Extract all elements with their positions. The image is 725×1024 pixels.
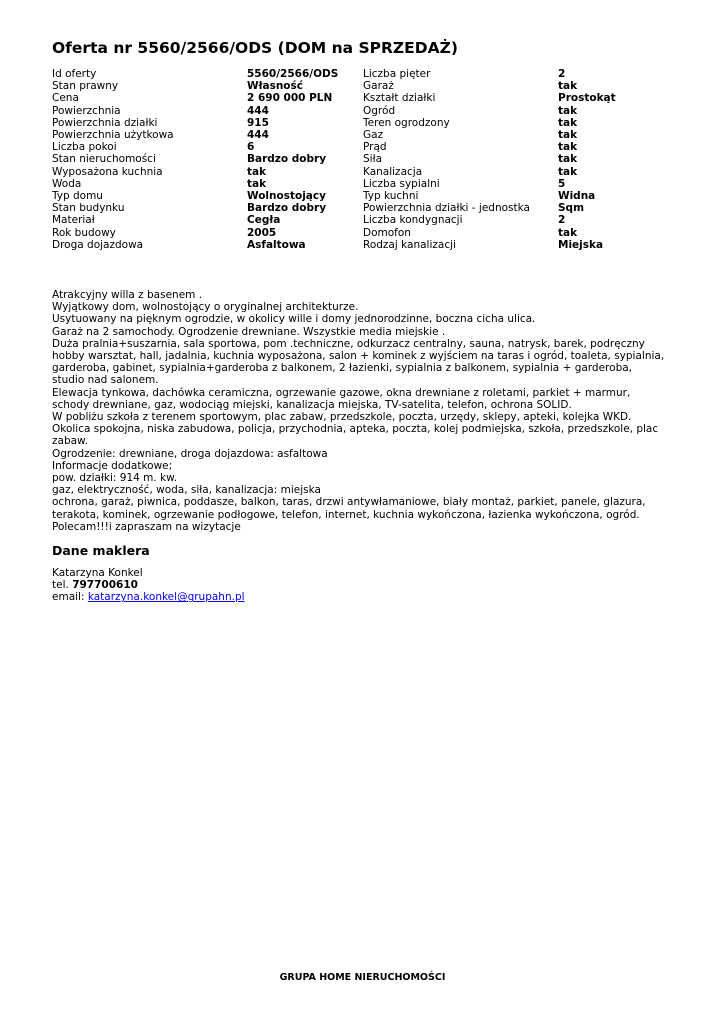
detail-label: Stan budynku — [52, 202, 125, 215]
description-line: pow. działki: 914 m. kw. — [52, 472, 178, 485]
detail-value: Prostokąt — [558, 92, 616, 105]
description-line: Elewacja tynkowa, dachówka ceramiczna, ogrzewanie gazowe, okna drewniane z roletami, parkiet + marmur, schody drewniane, gaz, wodociąg miejski, kanalizacja miejska, TV-satelita, telefon, ochrona SOLID. — [52, 386, 631, 411]
detail-value: Widna — [558, 190, 596, 203]
description-line: W pobliżu szkoła z terenem sportowym, plac zabaw, przedszkole, poczta, urzędy, sklepy, apteki, kolejka WKD. — [52, 411, 632, 424]
description-line: Informacje dodatkowe; — [52, 459, 173, 472]
agent-phone-line — [52, 579, 245, 591]
detail-label: Ogród — [363, 104, 396, 117]
agent-heading: Dane maklera — [52, 543, 150, 558]
detail-value: 5 — [558, 177, 566, 190]
detail-value: 2 — [558, 214, 566, 227]
detail-label: Kształt działki — [363, 92, 436, 105]
detail-value: Asfaltowa — [247, 238, 306, 251]
detail-value: Cegła — [247, 214, 281, 227]
detail-label: Garaż — [363, 80, 394, 93]
detail-label: Rodzaj kanalizacji — [363, 238, 456, 251]
offer-details-table — [52, 68, 672, 251]
detail-value: tak — [558, 165, 578, 178]
detail-value: Wolnostojący — [247, 190, 326, 203]
detail-label: Stan nieruchomości — [52, 153, 156, 166]
details-row — [52, 214, 672, 226]
detail-label: Powierzchnia działki — [52, 116, 158, 129]
detail-label: Id oferty — [52, 68, 97, 80]
detail-label: Woda — [52, 177, 82, 190]
details-row — [52, 117, 672, 129]
description-line: Atrakcyjny willa z basenem . — [52, 289, 203, 301]
description-line: gaz, elektryczność, woda, siła, kanalizacja: miejska — [52, 484, 321, 497]
detail-value: tak — [558, 129, 578, 142]
description-line: Okolica spokojna, niska zabudowa, policja, przychodnia, apteka, poczta, kolej podmiejska, szkoła, przedszkole, plac zabaw. — [52, 423, 659, 448]
details-row — [52, 129, 672, 141]
detail-label: Powierzchnia działki - jednostka — [363, 202, 530, 215]
detail-value: 444 — [247, 104, 269, 117]
detail-label: Prąd — [363, 141, 387, 154]
detail-value: tak — [558, 141, 578, 154]
detail-value: 2 690 000 PLN — [247, 92, 333, 105]
detail-value: tak — [558, 104, 578, 117]
detail-label: Liczba pokoi — [52, 141, 117, 154]
description-line: Polecam!!!i zapraszam na wizytacje — [52, 520, 241, 533]
details-row — [52, 141, 672, 153]
details-row — [52, 227, 672, 239]
description-line: Duża pralnia+suszarnia, sala sportowa, pom .techniczne, odkurzacz centralny, sauna, natrysk, barek, podręczny hobby warsztat, hall, jadalnia, kuchnia wyposażona, salon + kominek z wyjściem na taras i ogród, toaleta, sypialnia, garderoba, gabinet, sypialnia+garderoba z balkonem, 2 łazienki, sypialnia z balkonem, sypialnia + garderoba, studio nad salonem. — [52, 337, 665, 387]
detail-value: tak — [247, 177, 267, 190]
description-line: Usytuowany na pięknym ogrodzie, w okolicy wille i domy jednorodzinne, boczna cicha ulica. — [52, 313, 536, 326]
details-row — [52, 166, 672, 178]
details-row — [52, 202, 672, 214]
detail-label: Kanalizacja — [363, 165, 423, 178]
detail-label: Gaz — [363, 129, 384, 142]
detail-value: tak — [558, 80, 578, 93]
detail-value: 2 — [558, 68, 566, 80]
detail-label: Liczba sypialni — [363, 177, 440, 190]
details-row — [52, 190, 672, 202]
detail-value: tak — [247, 165, 267, 178]
email-label: email: — [52, 591, 85, 604]
detail-value: tak — [558, 116, 578, 129]
detail-label: Cena — [52, 92, 79, 105]
details-row — [52, 80, 672, 92]
detail-label: Liczba kondygnacji — [363, 214, 463, 227]
detail-value: 5560/2566/ODS — [247, 68, 339, 80]
detail-label: Wyposażona kuchnia — [52, 165, 163, 178]
detail-value: 2005 — [247, 226, 277, 239]
offer-description — [52, 289, 667, 533]
detail-label: Teren ogrodzony — [363, 116, 450, 129]
detail-value: tak — [558, 153, 578, 166]
detail-value: Bardzo dobry — [247, 202, 327, 215]
description-line: ochrona, garaż, piwnica, poddasze, balkon, taras, drzwi antywłamaniowe, biały montaż, parkiet, panele, glazura, terakota, kominek, ogrzewanie podłogowe, telefon, internet, kuchnia wykończona, łazienka wykończona, ogród. — [52, 496, 646, 521]
details-row — [52, 92, 672, 104]
agent-name: Katarzyna Konkel — [52, 567, 143, 579]
detail-label: Liczba pięter — [363, 68, 431, 80]
details-row — [52, 68, 672, 80]
description-line: Garaż na 2 samochody. Ogrodzenie drewniane. Wszystkie media miejskie . — [52, 325, 446, 338]
detail-label: Domofon — [363, 226, 411, 239]
detail-label: Siła — [363, 153, 383, 166]
description-line: Wyjątkowy dom, wolnostojący o oryginalnej architekturze. — [52, 301, 359, 314]
email-link[interactable]: katarzyna.konkel@grupahn.pl — [87, 591, 245, 604]
detail-value: Bardzo dobry — [247, 153, 327, 166]
detail-label: Droga dojazdowa — [52, 238, 144, 251]
detail-label: Rok budowy — [52, 226, 116, 239]
detail-value: 444 — [247, 129, 269, 142]
description-line: Ogrodzenie: drewniane, droga dojazdowa: asfaltowa — [52, 447, 328, 460]
detail-value: 915 — [247, 116, 269, 129]
page-title: Oferta nr 5560/2566/ODS (DOM na SPRZEDAŻ) — [52, 39, 458, 57]
detail-label: Materiał — [52, 214, 95, 227]
detail-value: Własność — [247, 80, 303, 93]
footer-company-name: GRUPA HOME NIERUCHOMOŚCI — [279, 972, 446, 983]
agent-contact — [52, 567, 245, 604]
details-row — [52, 239, 672, 251]
detail-value: Miejska — [558, 238, 604, 251]
details-row — [52, 178, 672, 190]
detail-label: Powierzchnia — [52, 104, 121, 117]
detail-label: Powierzchnia użytkowa — [52, 129, 174, 142]
detail-value: Sqm — [558, 202, 585, 215]
agent-email-line — [52, 591, 245, 603]
phone-label: tel. — [52, 579, 69, 592]
phone-number: 797700610 — [72, 579, 138, 592]
details-row — [52, 105, 672, 117]
detail-label: Stan prawny — [52, 80, 119, 93]
details-row — [52, 153, 672, 165]
detail-value: 6 — [247, 141, 255, 154]
detail-label: Typ kuchni — [363, 190, 419, 203]
detail-label: Typ domu — [52, 190, 103, 203]
detail-value: tak — [558, 226, 578, 239]
